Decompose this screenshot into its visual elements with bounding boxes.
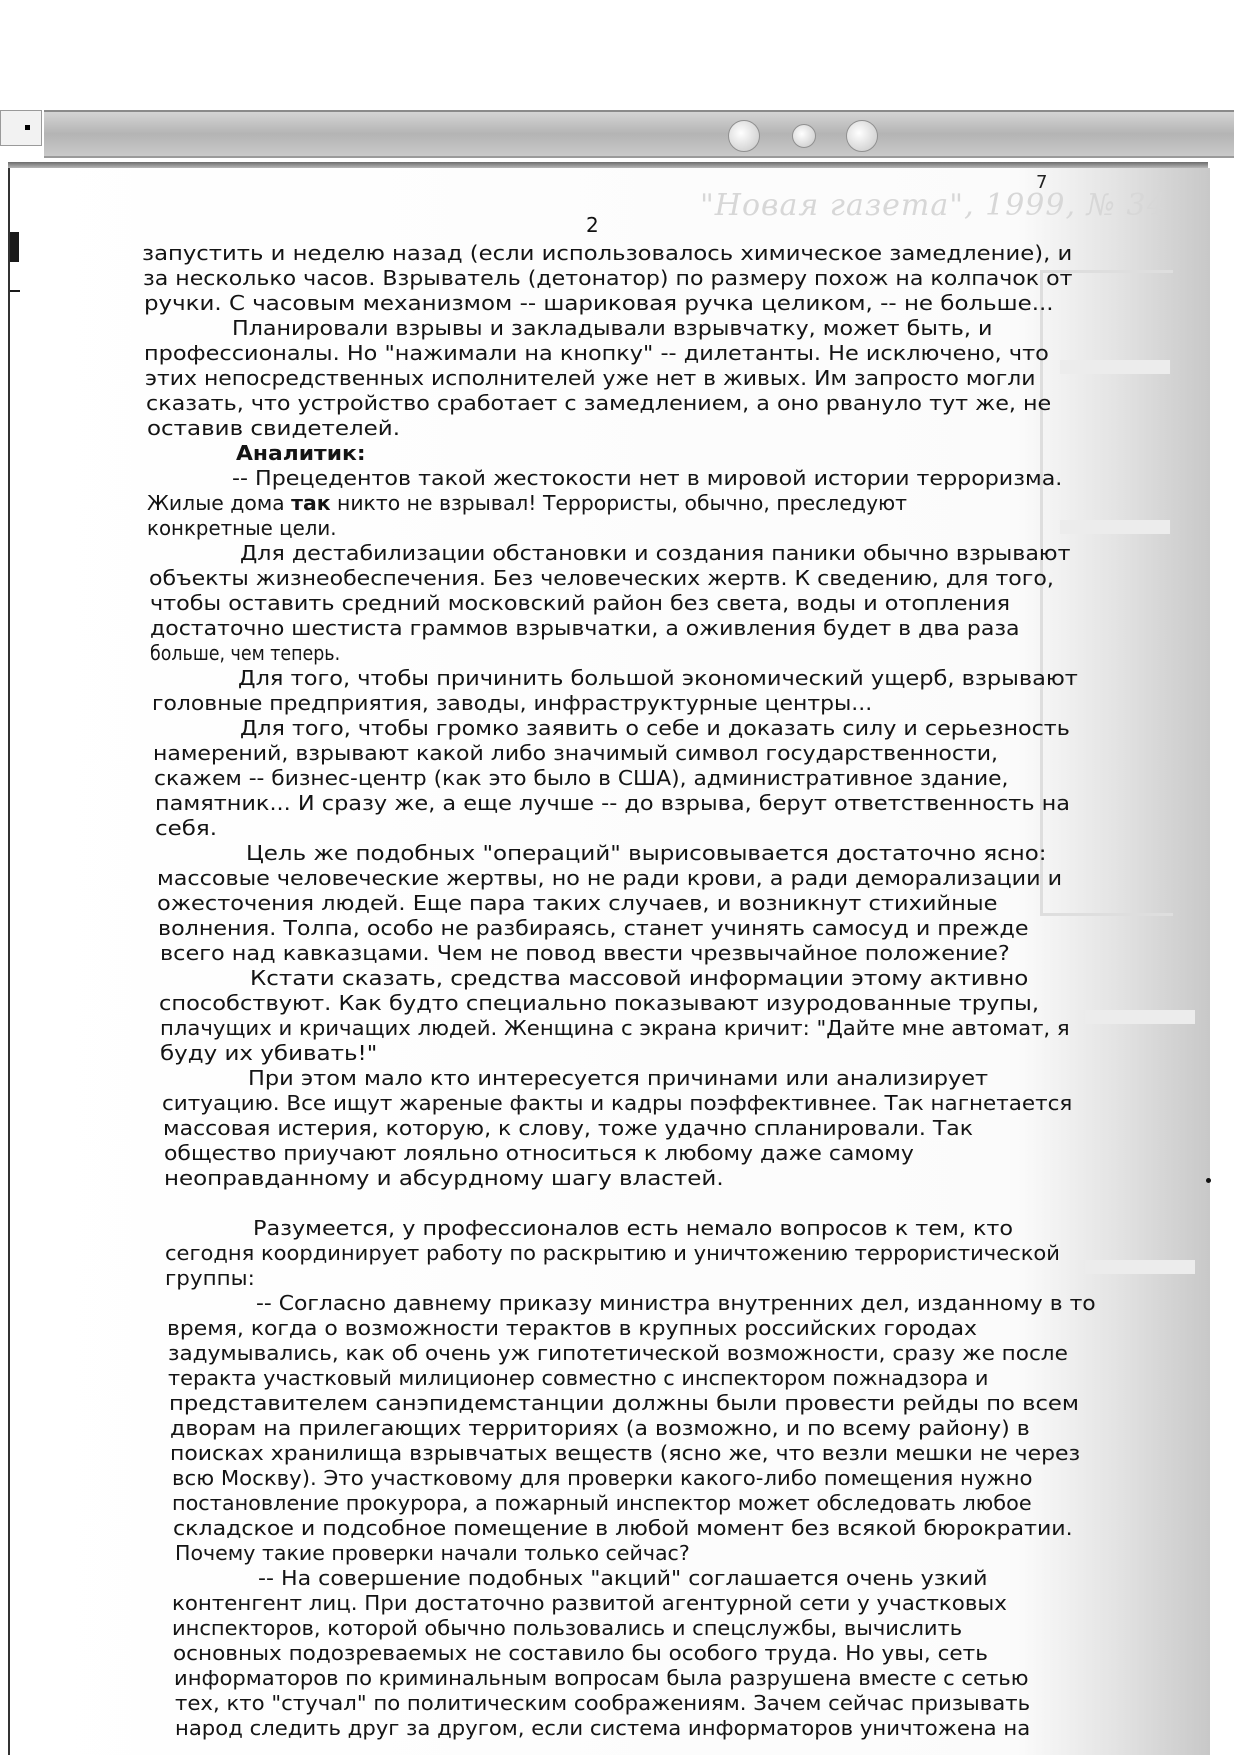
text-line: инспекторов, которой обычно пользовались и спецслужбы, вычислить bbox=[172, 1616, 963, 1640]
text-line: Для дестабилизации обстановки и создания паники обычно взрывают bbox=[240, 541, 1071, 565]
text-line: контенгент лиц. При достаточно развитой агентурной сети у участковых bbox=[172, 1591, 1007, 1615]
text-line: конкретные цели. bbox=[147, 516, 337, 540]
corner-page-number: 7 bbox=[1036, 172, 1048, 193]
text-line: поисках хранилища взрывчатых веществ (ясно же, что везли мешки не через bbox=[170, 1441, 1081, 1465]
text-line: массовая истерия, которую, к слову, тоже удачно спланировали. Так bbox=[163, 1116, 974, 1140]
text-line: буду их убивать!" bbox=[160, 1041, 378, 1065]
text-line: себя. bbox=[155, 816, 218, 840]
text-line: информаторов по криминальным вопросам была разрушена вместе с сетью bbox=[174, 1666, 1029, 1690]
speaker-heading: Аналитик: bbox=[236, 441, 366, 465]
text-line: запустить и неделю назад (если использовалось химическое замедление), и bbox=[142, 241, 1073, 265]
text-line: складское и подсобное помещение в любой момент без всякой бюрократии. bbox=[173, 1516, 1073, 1540]
text-line: объекты жизнеобеспечения. Без человеческих жертв. К сведению, для того, bbox=[149, 566, 1054, 590]
text-line: Цель же подобных "операций" вырисовывается достаточно ясно: bbox=[246, 841, 1047, 865]
text-line: этих непосредственных исполнителей уже нет в живых. Им запросто могли bbox=[145, 366, 1036, 390]
text-line: Почему такие проверки начали только сейчас? bbox=[175, 1541, 690, 1565]
text-line: волнения. Толпа, особо не разбираясь, станет учинять самосуд и прежде bbox=[158, 916, 1029, 940]
bleed-through-title: "Новая газета", 1999, № 34 bbox=[700, 188, 1167, 223]
text-line: задумывались, как об очень уж гипотетической возможности, сразу же после bbox=[168, 1341, 1068, 1365]
text-line: Для того, чтобы громко заявить о себе и доказать силу и серьезность bbox=[240, 716, 1070, 740]
text-line: способствуют. Как будто специально показывают изуродованные трупы, bbox=[159, 991, 1039, 1015]
text-line: достаточно шестиста граммов взрывчатки, а оживления будет в два раза bbox=[150, 616, 1020, 640]
text-line: представителем санэпидемстанции должны были провести рейды по всем bbox=[169, 1391, 1079, 1415]
text-line: тех, кто "стучал" по политическим соображениям. Зачем сейчас призывать bbox=[175, 1691, 1031, 1715]
text-line: Планировали взрывы и закладывали взрывчатку, может быть, и bbox=[232, 316, 993, 340]
text-line: оставив свидетелей. bbox=[147, 416, 400, 440]
text-line: группы: bbox=[165, 1266, 255, 1290]
text-line: профессионалы. Но "нажимали на кнопку" -- дилетанты. Не исключено, что bbox=[144, 341, 1049, 365]
text-line: Для того, чтобы причинить большой экономический ущерб, взрывают bbox=[238, 666, 1078, 690]
text-line: постановление прокурора, а пожарный инспектор может обследовать любое bbox=[172, 1491, 1032, 1515]
text-line: сказать, что устройство сработает с замедлением, а оно рвануло тут же, не bbox=[146, 391, 1052, 415]
text-line: плачущих и кричащих людей. Женщина с экрана кричит: "Дайте мне автомат, я bbox=[160, 1016, 1070, 1040]
page-number: 2 bbox=[586, 213, 599, 237]
text-line: ожесточения людей. Еще пара таких случаев, и возникнут стихийные bbox=[157, 891, 998, 915]
text-line: памятник... И сразу же, а еще лучше -- до взрыва, берут ответственность на bbox=[155, 791, 1071, 815]
text-line: народ следить друг за другом, если система информаторов уничтожена на bbox=[175, 1716, 1031, 1740]
text-line: намерений, взрывают какой либо значимый символ государственности, bbox=[153, 741, 998, 765]
text-line: общество приучают лояльно относиться к любому даже самому bbox=[164, 1141, 914, 1165]
text-line: -- На совершение подобных "акций" соглашается очень узкий bbox=[258, 1566, 988, 1590]
text-line: больше, чем теперь. bbox=[150, 641, 341, 665]
text-line: головные предприятия, заводы, инфраструктурные центры... bbox=[152, 691, 873, 715]
text-line: -- Прецедентов такой жестокости нет в мировой истории терроризма. bbox=[232, 466, 1063, 490]
text-line: всю Москву). Это участковому для проверки какого-либо помещения нужно bbox=[172, 1466, 1033, 1490]
text-line: время, когда о возможности терактов в крупных российских городах bbox=[167, 1316, 978, 1340]
text-line: Жилые дома так никто не взрывал! Террористы, обычно, преследуют bbox=[147, 491, 908, 515]
text-line: ручки. С часовым механизмом -- шариковая ручка целиком, -- не больше... bbox=[144, 291, 1054, 315]
text-line: неоправданному и абсурдному шагу властей. bbox=[164, 1166, 724, 1190]
text-line: Кстати сказать, средства массовой информации этому активно bbox=[250, 966, 1029, 990]
text-line: скажем -- бизнес-центр (как это было в США), административное здание, bbox=[154, 766, 1009, 790]
text-line: чтобы оставить средний московский район без света, воды и отопления bbox=[150, 591, 1011, 615]
text-line: за несколько часов. Взрыватель (детонатор) по размеру похож на колпачок от bbox=[143, 266, 1073, 290]
text-line: всего над кавказцами. Чем не повод ввести чрезвычайное положение? bbox=[160, 941, 1010, 965]
text-line: основных подозреваемых не составило бы особого труда. Но увы, сеть bbox=[173, 1641, 988, 1665]
text-line: ситуацию. Все ищут жареные факты и кадры поэффективнее. Так нагнетается bbox=[162, 1091, 1073, 1115]
text-line: сегодня координирует работу по раскрытию и уничтожению террористической bbox=[165, 1241, 1060, 1265]
text-line: массовые человеческие жертвы, но не ради крови, а ради деморализации и bbox=[157, 866, 1063, 890]
text-line: теракта участковый милиционер совместно с инспектором пожнадзора и bbox=[168, 1366, 989, 1390]
text-line: При этом мало кто интересуется причинами или анализирует bbox=[248, 1066, 989, 1090]
text-line: Разумеется, у профессионалов есть немало вопросов к тем, кто bbox=[253, 1216, 1014, 1240]
text-line: -- Согласно давнему приказу министра внутренних дел, изданному в то bbox=[256, 1291, 1096, 1315]
text-line: дворам на прилегающих территориях (а возможно, и по всему району) в bbox=[170, 1416, 1030, 1440]
